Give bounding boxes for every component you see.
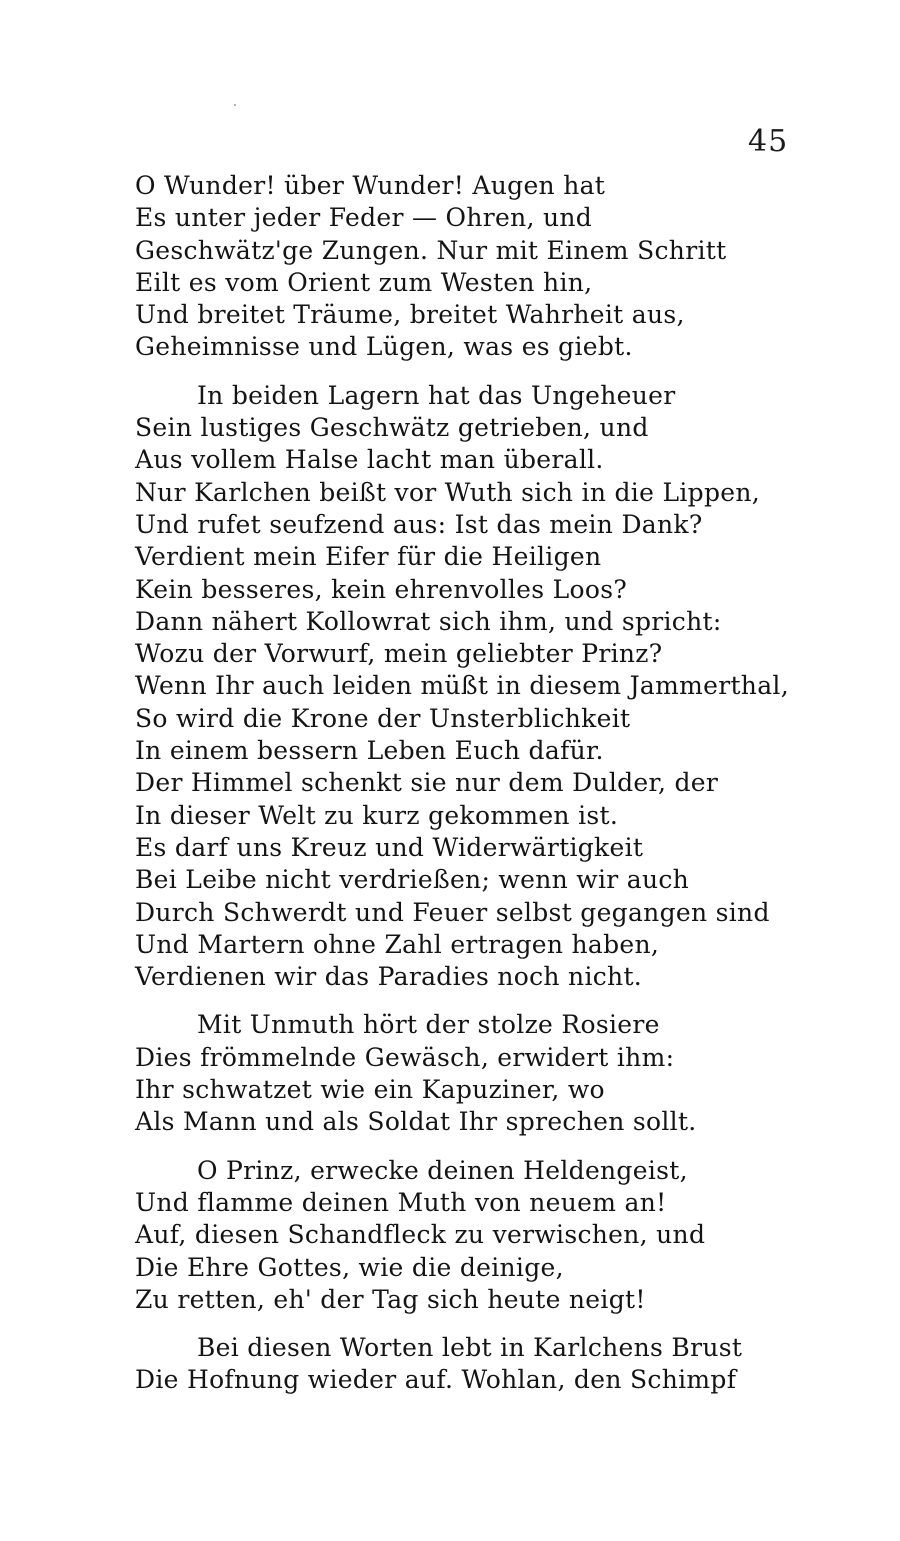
verse-line: Die Hofnung wieder auf. Wohlan, den Schimpf	[135, 1365, 737, 1395]
verse-line: In einem bessern Leben Euch dafür.	[135, 736, 604, 766]
verse-line: Als Mann und als Soldat Ihr sprechen sollt.	[135, 1107, 697, 1137]
verse-line: Und rufet seufzend aus: Ist das mein Dank?	[135, 509, 703, 539]
verse-line: Geheimnisse und Lügen, was es giebt.	[135, 332, 633, 362]
poem-text	[135, 170, 789, 1397]
verse-line: Der Himmel schenkt sie nur dem Dulder, der	[135, 768, 719, 798]
verse-line: Aus vollem Halse lacht man überall.	[135, 445, 604, 475]
verse-line: Und flamme deinen Muth von neuem an!	[135, 1187, 667, 1217]
verse-line: In beiden Lagern hat das Ungeheuer	[197, 380, 676, 410]
verse-line: So wird die Krone der Unsterblichkeit	[135, 703, 631, 733]
verse-line: Kein besseres, kein ehrenvolles Loos?	[135, 574, 628, 604]
verse-line: Und Martern ohne Zahl ertragen haben,	[135, 929, 660, 959]
verse-line: In dieser Welt zu kurz gekommen ist.	[135, 800, 619, 830]
verse-line: Mit Unmuth hört der stolze Rosiere	[197, 1010, 660, 1040]
stanza-5	[135, 1332, 775, 1397]
verse-line: O Prinz, erwecke deinen Heldengeist,	[197, 1155, 688, 1185]
verse-line: Wenn Ihr auch leiden müßt in diesem Jammerthal,	[135, 671, 789, 701]
verse-line: Bei Leibe nicht verdrießen; wenn wir auch	[135, 865, 690, 895]
verse-line: Nur Karlchen beißt vor Wuth sich in die Lippen,	[135, 477, 760, 507]
verse-line: Es unter jeder Feder — Ohren, und	[135, 203, 593, 233]
verse-line: Bei diesen Worten lebt in Karlchens Brust	[197, 1333, 743, 1363]
verse-line: Dies frömmelnde Gewäsch, erwidert ihm:	[135, 1042, 675, 1072]
verse-line: Auf, diesen Schandfleck zu verwischen, und	[135, 1220, 706, 1250]
verse-line: Es darf uns Kreuz und Widerwärtigkeit	[135, 832, 644, 862]
stanza-3	[135, 1009, 775, 1138]
ink-speck	[234, 104, 236, 106]
verse-line: Sein lustiges Geschwätz getrieben, und	[135, 413, 649, 443]
stanza-2	[135, 380, 789, 994]
verse-line: Und breitet Träume, breitet Wahrheit aus,	[135, 300, 685, 330]
stanza-1	[135, 170, 775, 364]
verse-line: Durch Schwerdt und Feuer selbst gegangen sind	[135, 897, 770, 927]
verse-line: Eilt es vom Orient zum Westen hin,	[135, 267, 593, 297]
verse-line: Zu retten, eh' der Tag sich heute neigt!	[135, 1284, 646, 1314]
verse-line: Dann nähert Kollowrat sich ihm, und spricht:	[135, 606, 722, 636]
verse-line: Die Ehre Gottes, wie die deinige,	[135, 1252, 564, 1282]
verse-line: Verdienen wir das Paradies noch nicht.	[135, 962, 643, 992]
verse-line: O Wunder! über Wunder! Augen hat	[135, 171, 606, 200]
verse-line: Wozu der Vorwurf, mein geliebter Prinz?	[135, 639, 663, 669]
verse-line: Verdient mein Eifer für die Heiligen	[135, 542, 602, 572]
page-number: 45	[748, 124, 789, 159]
stanza-4	[135, 1155, 775, 1316]
verse-line: Geschwätz'ge Zungen. Nur mit Einem Schritt	[135, 235, 727, 265]
verse-line: Ihr schwatzet wie ein Kapuziner, wo	[135, 1075, 605, 1105]
